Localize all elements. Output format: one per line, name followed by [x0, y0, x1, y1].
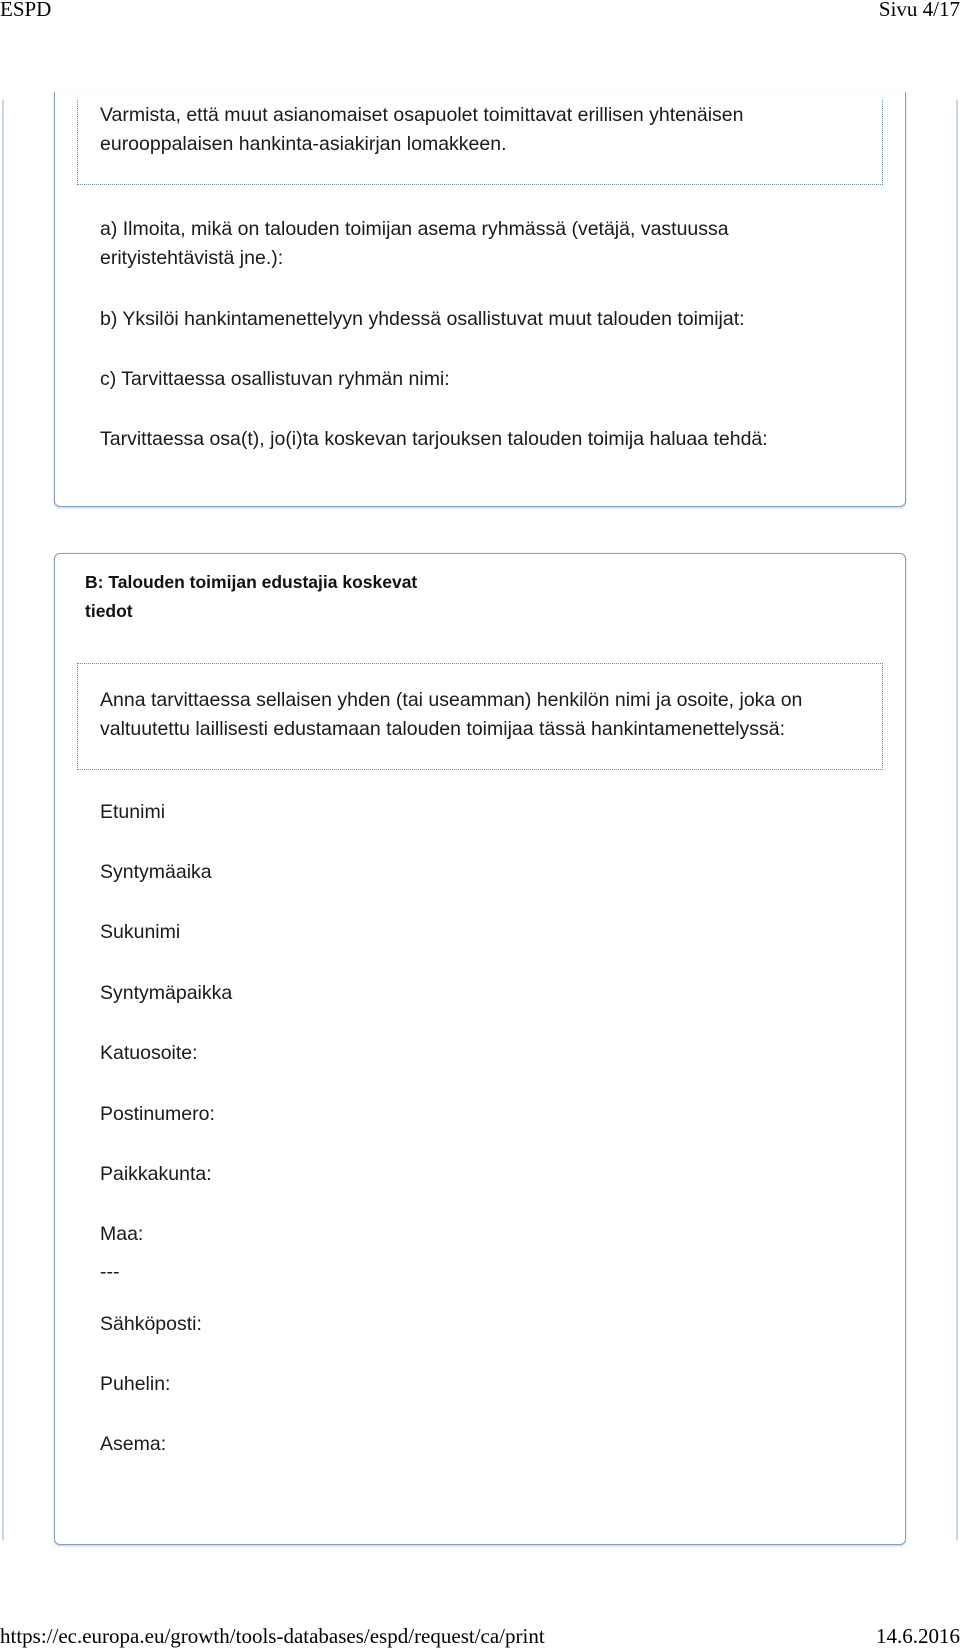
section-a-notice-text: Varmista, että muut asianomaiset osapuolet toimittavat erillisen yhtenäisen eurooppalaisen hankinta-asiakirjan lomakkeen. [100, 104, 744, 155]
lots-label: Tarvittaessa osa(t), jo(i)ta koskevan tarjouksen talouden toimija haluaa tehdä: [100, 428, 768, 450]
section-b-title-line1: B: Talouden toimijan edustajia koskevat [85, 572, 418, 592]
last-name-label: Sukunimi [100, 921, 181, 943]
birth-place-label: Syntymäpaikka [100, 982, 233, 1004]
outer-border-left [2, 100, 4, 1540]
page-number: Sivu 4/17 [878, 0, 960, 21]
question-a-label: a) Ilmoita, mikä on talouden toimijan asema ryhmässä (vetäjä, vastuussa erityistehtävistä jne.): [100, 218, 729, 269]
first-name-label: Etunimi [100, 801, 166, 823]
birth-date-label: Syntymäaika [100, 861, 212, 883]
email-label: Sähköposti: [100, 1313, 202, 1335]
phone-label: Puhelin: [100, 1373, 171, 1395]
city-label: Paikkakunta: [100, 1163, 212, 1185]
print-footer [0, 1624, 960, 1652]
street-label: Katuosoite: [100, 1042, 198, 1064]
section-b-title-line2: tiedot [85, 601, 133, 621]
print-header [0, 0, 960, 23]
country-value: --- [100, 1261, 120, 1283]
header-title: ESPD [0, 0, 52, 21]
footer-url: https://ec.europa.eu/growth/tools-databases/espd/request/ca/print [0, 1624, 545, 1648]
postcode-label: Postinumero: [100, 1103, 215, 1125]
question-b-label: b) Yksilöi hankintamenettelyyn yhdessä osallistuvat muut talouden toimijat: [100, 308, 745, 330]
question-c-label: c) Tarvittaessa osallistuvan ryhmän nimi: [100, 368, 450, 390]
section-b-notice-text: Anna tarvittaessa sellaisen yhden (tai useamman) henkilön nimi ja osoite, joka on valtuutettu laillisesti edustamaan talouden toimijaa tässä hankintamenettelyssä: [100, 689, 803, 740]
footer-date: 14.6.2016 [876, 1624, 960, 1648]
position-label: Asema: [100, 1433, 167, 1455]
outer-border-right [956, 100, 958, 1540]
country-label: Maa: [100, 1223, 144, 1245]
